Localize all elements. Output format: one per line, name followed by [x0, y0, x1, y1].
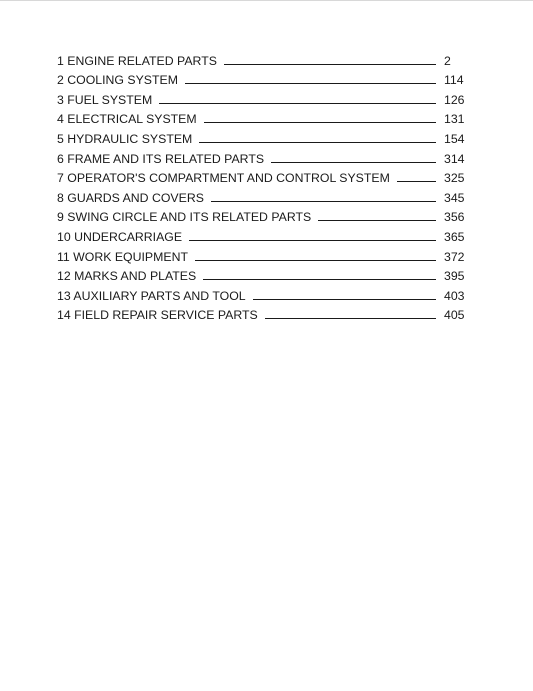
toc-entry-page: 154	[444, 131, 465, 146]
toc-entry[interactable]	[57, 87, 470, 107]
toc-entry-title: 14 FIELD REPAIR SERVICE PARTS	[57, 308, 258, 323]
toc-entry[interactable]	[57, 185, 470, 205]
toc-entry[interactable]	[57, 264, 470, 284]
toc-leader-line	[203, 279, 436, 280]
toc-entry-page: 126	[444, 92, 465, 107]
toc-entry-page: 114	[444, 73, 464, 88]
toc-entry-title: 13 AUXILIARY PARTS AND TOOL	[57, 288, 246, 303]
toc-leader-line	[185, 83, 436, 84]
toc-entry[interactable]	[57, 283, 470, 303]
toc-entry-page: 395	[444, 269, 465, 284]
toc-entry[interactable]	[57, 48, 470, 68]
toc-entry-page: 405	[444, 308, 465, 323]
toc-entry-title: 4 ELECTRICAL SYSTEM	[57, 112, 197, 127]
toc-entry-title: 7 OPERATOR'S COMPARTMENT AND CONTROL SYSTEM	[57, 171, 390, 186]
toc-leader-line	[195, 260, 436, 261]
toc-entry-title: 2 COOLING SYSTEM	[57, 73, 178, 88]
toc-leader-line	[211, 201, 436, 202]
toc-entry[interactable]	[57, 107, 470, 127]
toc-entry-title: 3 FUEL SYSTEM	[57, 92, 153, 107]
toc-entry[interactable]	[57, 244, 470, 264]
toc-entry-page: 356	[444, 210, 465, 225]
toc-entry-page: 372	[444, 249, 465, 264]
toc-entry-title: 9 SWING CIRCLE AND ITS RELATED PARTS	[57, 210, 312, 225]
toc-entry-page: 403	[444, 288, 465, 303]
toc-leader-line	[199, 142, 436, 143]
toc-leader-line	[224, 64, 436, 65]
toc-entry[interactable]	[57, 303, 470, 323]
toc-entry-title: 10 UNDERCARRIAGE	[57, 229, 183, 244]
toc-entry-page: 365	[444, 229, 465, 244]
toc-leader-line	[318, 220, 436, 221]
toc-entry-page: 345	[444, 190, 465, 205]
toc-entry-title: 8 GUARDS AND COVERS	[57, 190, 204, 205]
toc-entry[interactable]	[57, 166, 470, 186]
toc-entry-title: 1 ENGINE RELATED PARTS	[57, 53, 217, 68]
toc-entry-page: 314	[444, 151, 465, 166]
toc-entry[interactable]	[57, 205, 470, 225]
toc-entry-page: 325	[444, 171, 465, 186]
toc-leader-line	[189, 240, 436, 241]
toc-entry[interactable]	[57, 68, 470, 88]
toc-leader-line	[271, 162, 436, 163]
toc-entry-page: 2	[444, 53, 451, 68]
toc-leader-line	[253, 299, 436, 300]
toc-entry-title: 12 MARKS AND PLATES	[57, 269, 197, 284]
toc-entry-title: 11 WORK EQUIPMENT	[57, 249, 188, 264]
toc-entry[interactable]	[57, 146, 470, 166]
toc-entry[interactable]	[57, 224, 470, 244]
toc-entry-title: 5 HYDRAULIC SYSTEM	[57, 131, 193, 146]
toc-leader-line	[397, 181, 436, 182]
toc-entry[interactable]	[57, 126, 470, 146]
toc-entry-title: 6 FRAME AND ITS RELATED PARTS	[57, 151, 265, 166]
table-of-contents	[57, 48, 470, 322]
toc-leader-line	[159, 103, 436, 104]
toc-leader-line	[265, 318, 436, 319]
toc-entry-page: 131	[444, 112, 465, 127]
toc-leader-line	[204, 122, 436, 123]
